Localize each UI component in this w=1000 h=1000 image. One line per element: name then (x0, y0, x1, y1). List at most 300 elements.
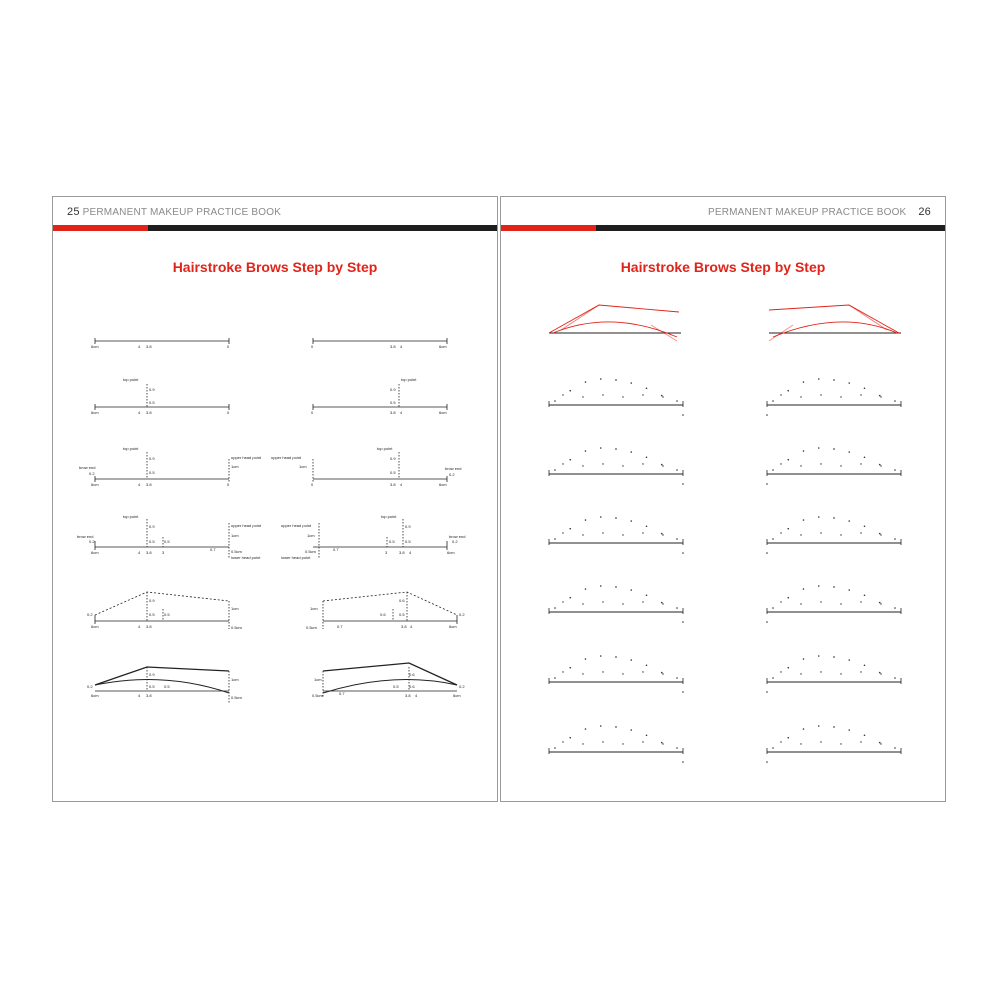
svg-text:0.6: 0.6 (409, 684, 415, 689)
guide-dot (800, 743, 801, 744)
guide-dot (880, 534, 881, 535)
guide-dot (879, 395, 881, 397)
svg-text:1cm: 1cm (299, 464, 307, 469)
guide-dot (630, 589, 632, 591)
guide-dot (803, 381, 805, 383)
guide-dot (780, 463, 781, 464)
guide-dot (879, 533, 881, 535)
red-brow-outline-right (769, 305, 901, 341)
guide-dot (661, 602, 663, 604)
guide-dot (585, 728, 587, 730)
guide-dot (662, 743, 663, 744)
guide-dot (780, 671, 781, 672)
guide-dot (772, 400, 774, 402)
guide-dot (800, 465, 801, 466)
guide-dot (569, 390, 571, 392)
guide-dot (676, 538, 678, 540)
svg-text:0: 0 (311, 344, 314, 349)
guide-dot (800, 673, 801, 674)
svg-text:0.7: 0.7 (210, 547, 216, 552)
svg-text:3.8: 3.8 (405, 693, 411, 698)
svg-text:0.9: 0.9 (390, 387, 396, 392)
svg-text:3.8: 3.8 (390, 344, 396, 349)
guide-dot (818, 447, 820, 449)
guide-dot (602, 532, 603, 533)
svg-text:3.8: 3.8 (146, 550, 152, 555)
svg-text:3.8: 3.8 (399, 550, 405, 555)
guide-dot (554, 677, 556, 679)
guide-dot (803, 519, 805, 521)
guide-dot (622, 743, 623, 744)
guide-dot (766, 552, 768, 554)
guide-dot (600, 725, 602, 727)
svg-text:0.5: 0.5 (149, 400, 155, 405)
guide-dot (582, 673, 583, 674)
guide-dot (622, 673, 623, 674)
guide-dot (554, 400, 556, 402)
guide-dot (676, 400, 678, 402)
guide-dot (818, 585, 820, 587)
guide-dot (848, 382, 850, 384)
guide-dot (766, 761, 768, 763)
guide-dot (582, 396, 583, 397)
guide-dot (562, 463, 563, 464)
page-title: Hairstroke Brows Step by Step (620, 259, 826, 275)
svg-text:0.5: 0.5 (149, 470, 155, 475)
guide-dot (602, 394, 603, 395)
svg-text:0: 0 (227, 410, 230, 415)
svg-text:4: 4 (400, 482, 403, 487)
guide-dot (602, 463, 603, 464)
svg-text:6cm: 6cm (91, 344, 99, 349)
svg-text:3.8: 3.8 (146, 344, 152, 349)
guide-dot (630, 382, 632, 384)
guide-dot (646, 664, 648, 666)
svg-text:3.8: 3.8 (390, 482, 396, 487)
guide-dot (780, 741, 781, 742)
guide-dot (582, 603, 583, 604)
svg-text:6cm: 6cm (91, 693, 99, 698)
guide-dot (615, 517, 617, 519)
brow-dot-practice (501, 197, 946, 802)
svg-text:0.2: 0.2 (89, 539, 95, 544)
svg-text:6cm: 6cm (449, 624, 457, 629)
guide-dot (860, 532, 861, 533)
svg-text:4: 4 (138, 410, 141, 415)
svg-text:4: 4 (400, 410, 403, 415)
guide-dot (787, 390, 789, 392)
svg-text:4: 4 (400, 344, 403, 349)
svg-text:0.9: 0.9 (149, 456, 155, 461)
svg-text:4: 4 (138, 344, 141, 349)
guide-dot (602, 671, 603, 672)
guide-dot (600, 447, 602, 449)
svg-text:0.9: 0.9 (149, 672, 155, 677)
guide-dot (585, 381, 587, 383)
practice-dot-rows (549, 378, 901, 763)
svg-text:0.5: 0.5 (390, 470, 396, 475)
guide-dot (879, 742, 881, 744)
svg-text:0.5: 0.5 (149, 539, 155, 544)
svg-text:0.5cm: 0.5cm (312, 693, 323, 698)
guide-dot (569, 459, 571, 461)
guide-dot (562, 394, 563, 395)
svg-text:4: 4 (409, 550, 412, 555)
guide-dot (848, 729, 850, 731)
guide-dot (562, 671, 563, 672)
svg-text:0.9: 0.9 (149, 387, 155, 392)
svg-text:0.7: 0.7 (333, 547, 339, 552)
guide-dot (860, 463, 861, 464)
guide-dot (582, 465, 583, 466)
guide-dot (879, 464, 881, 466)
guide-dot (879, 672, 881, 674)
guide-dot (554, 469, 556, 471)
guide-dot (894, 400, 896, 402)
svg-text:0.6: 0.6 (380, 612, 386, 617)
guide-dot (864, 594, 866, 596)
guide-dot (662, 465, 663, 466)
svg-text:0.7: 0.7 (337, 624, 343, 629)
diagram-row-3-right (313, 452, 447, 482)
guide-dot (833, 586, 835, 588)
svg-text:6cm: 6cm (439, 410, 447, 415)
guide-dot (676, 677, 678, 679)
svg-text:lower head point: lower head point (281, 555, 311, 560)
red-brow-outline-left (549, 305, 681, 341)
guide-dot (585, 658, 587, 660)
guide-dot (772, 469, 774, 471)
svg-text:6cm: 6cm (91, 482, 99, 487)
book-title: PERMANENT MAKEUP PRACTICE BOOK (82, 207, 282, 218)
svg-text:0.2: 0.2 (89, 471, 95, 476)
svg-text:0.5: 0.5 (149, 684, 155, 689)
guide-dot (662, 396, 663, 397)
guide-dot (800, 534, 801, 535)
guide-dot (630, 659, 632, 661)
guide-dot (879, 602, 881, 604)
diagram-row-5-left (95, 592, 229, 629)
guide-dot (880, 673, 881, 674)
guide-dot (818, 725, 820, 727)
svg-text:upper head point: upper head point (271, 455, 302, 460)
svg-text:top point: top point (123, 377, 139, 382)
guide-dot (772, 538, 774, 540)
guide-dot (766, 414, 768, 416)
svg-text:0.9: 0.9 (149, 598, 155, 603)
guide-dot (676, 469, 678, 471)
guide-dot (615, 586, 617, 588)
guide-dot (642, 601, 643, 602)
svg-text:1cm: 1cm (310, 606, 318, 611)
guide-dot (772, 747, 774, 749)
guide-dot (661, 533, 663, 535)
guide-dot (646, 456, 648, 458)
guide-dot (894, 677, 896, 679)
guide-dot (569, 667, 571, 669)
guide-dot (554, 538, 556, 540)
guide-dot (646, 387, 648, 389)
page-number: 25 (67, 206, 80, 218)
guide-dot (772, 607, 774, 609)
guide-dot (860, 671, 861, 672)
book-title: PERMANENT MAKEUP PRACTICE BOOK (707, 207, 907, 218)
svg-text:0.2: 0.2 (87, 612, 93, 617)
guide-dot (569, 528, 571, 530)
guide-dot (585, 450, 587, 452)
page-number: 26 (918, 206, 931, 218)
guide-dot (630, 520, 632, 522)
svg-text:6cm: 6cm (91, 550, 99, 555)
guide-dot (646, 734, 648, 736)
guide-dot (800, 603, 801, 604)
guide-dot (860, 394, 861, 395)
guide-dot (682, 483, 684, 485)
svg-text:top point: top point (401, 377, 417, 382)
guide-dot (787, 667, 789, 669)
guide-dot (569, 597, 571, 599)
guide-dot (582, 743, 583, 744)
guide-dot (833, 726, 835, 728)
svg-text:0.5: 0.5 (164, 684, 170, 689)
svg-text:brow end: brow end (77, 534, 94, 539)
svg-text:3: 3 (385, 550, 388, 555)
svg-text:top point: top point (123, 446, 139, 451)
guide-dot (661, 395, 663, 397)
guide-dot (848, 520, 850, 522)
guide-dot (682, 621, 684, 623)
guide-dot (894, 469, 896, 471)
guide-dot (642, 532, 643, 533)
svg-text:4: 4 (410, 624, 413, 629)
svg-text:top point: top point (123, 514, 139, 519)
diagram-row-4-right (313, 519, 447, 559)
guide-dot (820, 741, 821, 742)
guide-dot (864, 387, 866, 389)
guide-dot (864, 734, 866, 736)
guide-dot (820, 463, 821, 464)
guide-dot (864, 525, 866, 527)
guide-dot (848, 659, 850, 661)
svg-text:1cm: 1cm (231, 464, 239, 469)
svg-text:0.5cm: 0.5cm (231, 695, 242, 700)
svg-text:1cm: 1cm (231, 533, 239, 538)
guide-dot (840, 673, 841, 674)
svg-text:6cm: 6cm (453, 693, 461, 698)
svg-text:3.8: 3.8 (146, 410, 152, 415)
guide-dot (661, 742, 663, 744)
guide-dot (642, 671, 643, 672)
guide-dot (662, 673, 663, 674)
guide-dot (562, 532, 563, 533)
guide-dot (615, 656, 617, 658)
guide-dot (622, 603, 623, 604)
guide-dot (662, 603, 663, 604)
right-page (500, 196, 946, 802)
svg-text:3.8: 3.8 (146, 482, 152, 487)
guide-dot (787, 459, 789, 461)
guide-dot (600, 585, 602, 587)
guide-dot (803, 588, 805, 590)
guide-dot (787, 597, 789, 599)
svg-text:0.5: 0.5 (393, 684, 399, 689)
guide-dot (780, 532, 781, 533)
diagram-row-2-right (313, 384, 447, 410)
svg-text:3.8: 3.8 (401, 624, 407, 629)
guide-dot (622, 396, 623, 397)
svg-text:brow end: brow end (449, 534, 466, 539)
svg-text:0.9: 0.9 (390, 456, 396, 461)
svg-text:4: 4 (138, 550, 141, 555)
guide-dot (562, 601, 563, 602)
guide-dot (880, 603, 881, 604)
guide-dot (642, 463, 643, 464)
guide-dot (646, 594, 648, 596)
svg-text:0: 0 (227, 482, 230, 487)
guide-dot (818, 655, 820, 657)
guide-dot (880, 396, 881, 397)
svg-text:upper head point: upper head point (231, 455, 262, 460)
guide-dot (582, 534, 583, 535)
svg-text:0.6: 0.6 (409, 672, 415, 677)
guide-dot (840, 396, 841, 397)
svg-text:0.2: 0.2 (87, 684, 93, 689)
guide-dot (630, 451, 632, 453)
guide-dot (780, 601, 781, 602)
svg-text:4: 4 (138, 693, 141, 698)
guide-dot (602, 741, 603, 742)
guide-dot (585, 588, 587, 590)
guide-dot (642, 741, 643, 742)
svg-text:0.5cm: 0.5cm (305, 549, 316, 554)
svg-text:3.8: 3.8 (146, 693, 152, 698)
svg-text:upper head point: upper head point (231, 523, 262, 528)
svg-text:0.5: 0.5 (164, 612, 170, 617)
svg-text:0.5: 0.5 (149, 612, 155, 617)
guide-dot (840, 743, 841, 744)
svg-text:1cm: 1cm (231, 606, 239, 611)
brow-diagrams-left (53, 197, 498, 802)
svg-text:0.5: 0.5 (399, 612, 405, 617)
guide-dot (682, 552, 684, 554)
guide-dot (840, 534, 841, 535)
guide-dot (682, 414, 684, 416)
guide-dot (833, 379, 835, 381)
svg-text:6cm: 6cm (439, 344, 447, 349)
svg-text:0.7: 0.7 (339, 691, 345, 696)
guide-dot (622, 534, 623, 535)
guide-dot (787, 528, 789, 530)
guide-dot (820, 532, 821, 533)
guide-dot (676, 747, 678, 749)
guide-dot (833, 656, 835, 658)
guide-dot (615, 379, 617, 381)
guide-dot (880, 743, 881, 744)
guide-dot (630, 729, 632, 731)
svg-text:0.5cm: 0.5cm (306, 625, 317, 630)
guide-dot (864, 664, 866, 666)
guide-dot (682, 691, 684, 693)
guide-dot (562, 741, 563, 742)
svg-text:3.8: 3.8 (146, 624, 152, 629)
guide-dot (880, 465, 881, 466)
guide-dot (894, 747, 896, 749)
svg-text:3.8: 3.8 (390, 410, 396, 415)
guide-dot (646, 525, 648, 527)
svg-text:0.5: 0.5 (390, 400, 396, 405)
page-title: Hairstroke Brows Step by Step (172, 259, 378, 275)
svg-text:top point: top point (381, 514, 397, 519)
guide-dot (600, 378, 602, 380)
guide-dot (766, 691, 768, 693)
left-page (52, 196, 498, 802)
guide-dot (661, 464, 663, 466)
guide-dot (661, 672, 663, 674)
svg-text:4: 4 (138, 482, 141, 487)
svg-text:1cm: 1cm (314, 677, 322, 682)
guide-dot (833, 517, 835, 519)
guide-dot (662, 534, 663, 535)
svg-text:0.9: 0.9 (149, 524, 155, 529)
svg-text:upper head point: upper head point (281, 523, 312, 528)
guide-dot (569, 737, 571, 739)
guide-dot (833, 448, 835, 450)
svg-text:1cm: 1cm (307, 533, 315, 538)
svg-text:6cm: 6cm (439, 482, 447, 487)
svg-text:brow end: brow end (445, 466, 462, 471)
svg-text:3: 3 (162, 550, 165, 555)
svg-text:0.2: 0.2 (459, 612, 465, 617)
guide-dot (772, 677, 774, 679)
guide-dot (820, 394, 821, 395)
guide-dot (803, 450, 805, 452)
svg-text:0.6: 0.6 (399, 598, 405, 603)
svg-text:0.5: 0.5 (389, 539, 395, 544)
svg-text:6cm: 6cm (447, 550, 455, 555)
svg-text:4: 4 (138, 624, 141, 629)
diagram-row-1-left (95, 338, 229, 344)
guide-dot (600, 516, 602, 518)
guide-dot (676, 607, 678, 609)
svg-text:0: 0 (227, 344, 230, 349)
guide-dot (848, 589, 850, 591)
guide-dot (840, 465, 841, 466)
guide-dot (800, 396, 801, 397)
guide-dot (848, 451, 850, 453)
guide-dot (820, 601, 821, 602)
guide-dot (766, 621, 768, 623)
svg-text:0.5cm: 0.5cm (231, 549, 242, 554)
svg-text:0.5: 0.5 (405, 539, 411, 544)
diagram-row-2-left (95, 384, 229, 410)
guide-dot (894, 607, 896, 609)
guide-dot (622, 465, 623, 466)
guide-dot (780, 394, 781, 395)
svg-text:1cm: 1cm (231, 677, 239, 682)
guide-dot (615, 726, 617, 728)
guide-dot (820, 671, 821, 672)
svg-text:0.2: 0.2 (452, 539, 458, 544)
guide-dot (803, 728, 805, 730)
diagram-row-1-right (313, 338, 447, 344)
guide-dot (766, 483, 768, 485)
svg-text:top point: top point (377, 446, 393, 451)
svg-text:6cm: 6cm (91, 410, 99, 415)
guide-dot (840, 603, 841, 604)
guide-dot (602, 601, 603, 602)
guide-dot (818, 516, 820, 518)
diagram-row-6-left (95, 667, 229, 703)
